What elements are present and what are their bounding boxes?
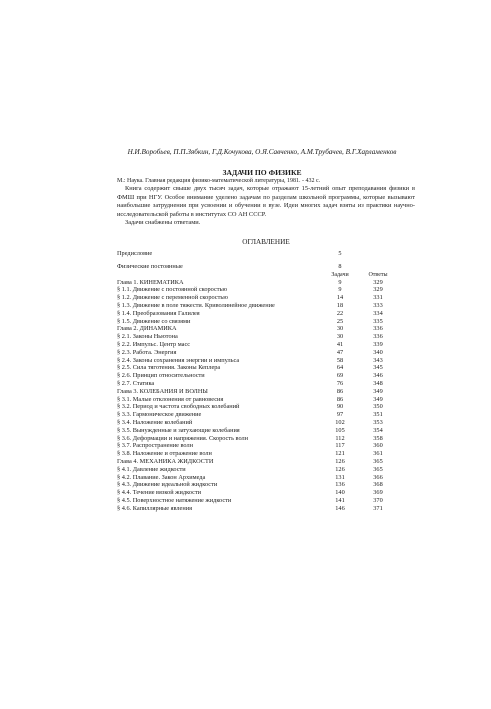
toc-section-row — [117, 372, 417, 380]
toc-entry-answer-page: 335 — [373, 317, 383, 325]
toc-entry-page: 126 — [335, 457, 345, 465]
publisher-line: М.: Наука. Главная редакция физико-математической литературы, 1981. - 432 с. — [117, 178, 321, 184]
toc-entry-label: § 1.3. Движение в поле тяжести. Криволинейное движение — [117, 301, 275, 309]
toc-front-row — [117, 250, 417, 258]
toc-section-row — [117, 333, 417, 341]
toc-entry-answer-page: 340 — [373, 348, 383, 356]
toc-section-row — [117, 497, 417, 505]
toc-entry-page: 140 — [335, 489, 345, 497]
toc-entry-answer-page: 350 — [373, 403, 383, 411]
toc-entry-label: Физические постоянные — [117, 262, 183, 270]
toc-entry-answer-page: 351 — [373, 411, 383, 419]
toc-entry-label: § 1.5. Движение со связями — [117, 317, 191, 325]
toc-entry-page: 97 — [336, 411, 344, 419]
toc-chapter-row — [117, 388, 417, 396]
toc-entry-page: 9 — [338, 286, 342, 294]
toc-col-problems: Задачи — [331, 271, 349, 278]
toc-entry-answer-page: 329 — [373, 278, 383, 286]
toc-chapter-row — [117, 458, 417, 466]
toc-section-row — [117, 450, 417, 458]
toc-section-row — [117, 481, 417, 489]
toc-entry-label: Глава 1. КИНЕМАТИКА — [117, 278, 184, 286]
authors-line: Н.И.Воробьев, П.П.Зябкин, Г.Д.Кочукова, О.Я.Савченко, А.М.Трубачев, В.Г.Харламенков — [127, 148, 397, 156]
toc-entry-page: 117 — [335, 442, 345, 450]
toc-entry-page: 30 — [336, 333, 344, 341]
toc-section-row — [117, 364, 417, 372]
toc-entry-label: Глава 3. КОЛЕБАНИЯ И ВОЛНЫ — [117, 387, 208, 395]
toc-entry-answer-page: 366 — [373, 473, 383, 481]
toc-entry-page: 146 — [335, 504, 345, 512]
toc-entry-label: § 2.6. Принцип относительности — [117, 372, 205, 380]
toc-entry-page: 18 — [336, 301, 344, 309]
toc-entry-label: § 4.4. Течение вязкой жидкости — [117, 489, 202, 497]
toc-entry-answer-page: 339 — [373, 340, 383, 348]
toc-entry-page: 58 — [336, 356, 344, 364]
toc-entry-page: 126 — [335, 465, 345, 473]
toc-entries — [117, 279, 417, 513]
toc-section-row — [117, 505, 417, 513]
toc-entry-page: 112 — [335, 434, 345, 442]
toc-section-row — [117, 286, 417, 294]
toc-section-row — [117, 435, 417, 443]
toc-entry-label: § 4.1. Давление жидкости — [117, 465, 186, 473]
toc-section-row — [117, 419, 417, 427]
abstract — [117, 185, 415, 228]
toc-entry-page: 121 — [335, 450, 345, 458]
toc-entry-label: § 1.2. Движение с переменной скоростью — [117, 294, 228, 302]
toc-entry-label: § 2.1. Законы Ньютона — [117, 333, 178, 341]
toc-entry-page: 90 — [336, 403, 344, 411]
toc-entry-page: 102 — [335, 418, 345, 426]
toc-section-row — [117, 380, 417, 388]
toc-entry-answer-page: 349 — [373, 395, 383, 403]
toc-entry-label: Глава 2. ДИНАМИКА — [117, 325, 177, 333]
toc-entry-page: 86 — [336, 387, 344, 395]
toc-section-row — [117, 357, 417, 365]
toc-entry-answer-page: 365 — [373, 457, 383, 465]
toc-entry-label: § 3.2. Период и частота свободных колебаний — [117, 403, 240, 411]
toc-entry-page: 131 — [335, 473, 345, 481]
book-title: ЗАДАЧИ ПО ФИЗИКЕ — [222, 168, 302, 177]
toc-entry-page: 76 — [336, 379, 344, 387]
toc-section-row — [117, 349, 417, 357]
toc-section-row — [117, 341, 417, 349]
toc-entry-page: 14 — [336, 294, 344, 302]
toc-entry-label: § 3.1. Малые отклонения от равновесия — [117, 395, 224, 403]
toc-entry-label: § 3.8. Наложение и отражение волн — [117, 450, 212, 458]
toc-section-row — [117, 310, 417, 318]
abstract-paragraph: Книга содержит свыше двух тысяч задач, которые отражают 15-летний опыт преподавания физики в ФМШ при НГУ. Особое внимание уделено задачам по разделам школьной программы, которые вызывают наибольшие затруднения при усвоении и обучении в вузе. Идеи многих задач взяты из практики научно-исследовательской работы в институтах СО АН СССР. — [117, 185, 415, 218]
toc-entry-label: § 2.5. Сила тяготения. Законы Кеплера — [117, 364, 221, 372]
toc-entry-answer-page: 348 — [373, 379, 383, 387]
toc-entry-answer-page: 370 — [373, 496, 383, 504]
toc-entry-page: 41 — [336, 340, 344, 348]
toc-entry-answer-page: 336 — [373, 325, 383, 333]
toc-entry-label: § 3.5. Вынужденные и затухающие колебания — [117, 426, 240, 434]
toc-entry-answer-page: 358 — [373, 434, 383, 442]
toc-entry-answer-page: 360 — [373, 442, 383, 450]
toc-entry-answer-page: 343 — [373, 356, 383, 364]
toc-entry-answer-page: 346 — [373, 372, 383, 380]
toc-section-row — [117, 427, 417, 435]
toc-entry-answer-page: 334 — [373, 309, 383, 317]
toc-entry-answer-page: 331 — [373, 294, 383, 302]
toc-entry-answer-page: 329 — [373, 286, 383, 294]
toc-entry-label: § 2.4. Законы сохранения энергии и импульса — [117, 356, 240, 364]
toc-entry-page: 86 — [336, 395, 344, 403]
toc-entry-answer-page: 371 — [373, 504, 383, 512]
toc-entry-answer-page: 345 — [373, 364, 383, 372]
toc-col-answers: Ответы — [368, 271, 388, 278]
toc-entry-answer-page: 365 — [373, 465, 383, 473]
toc-entry-page: 9 — [338, 278, 342, 286]
toc-entry-label: § 2.7. Статика — [117, 379, 155, 387]
toc-entry-page: 105 — [335, 426, 345, 434]
toc-entry-label: § 4.2. Плавание. Закон Архимеда — [117, 473, 206, 481]
toc-entry-answer-page: 353 — [373, 418, 383, 426]
toc-section-row — [117, 489, 417, 497]
toc-title: ОГЛАВЛЕНИЕ — [242, 238, 290, 246]
toc-entry-answer-page: 368 — [373, 481, 383, 489]
toc-section-row — [117, 318, 417, 326]
toc-entry-answer-page: 361 — [373, 450, 383, 458]
toc-entry-label: § 3.3. Гармоническое движение — [117, 411, 202, 419]
toc-section-row — [117, 411, 417, 419]
toc-entry-page: 64 — [336, 364, 344, 372]
toc-entry-label: § 4.5. Поверхностное натяжение жидкости — [117, 496, 232, 504]
toc-entry-label: Предисловие — [117, 250, 153, 257]
toc-entry-page: 22 — [336, 309, 344, 317]
toc-entry-label: § 1.4. Преобразования Галилея — [117, 309, 200, 317]
toc-entry-page: 25 — [336, 317, 344, 325]
toc-section-row — [117, 403, 417, 411]
toc-entry-page: 69 — [336, 372, 344, 380]
toc-section-row — [117, 302, 417, 310]
toc-entry-label: § 1.1. Движение с постоянной скоростью — [117, 286, 228, 294]
toc-chapter-row — [117, 325, 417, 333]
toc-entry-page: 141 — [335, 496, 345, 504]
toc-entry-answer-page: 349 — [373, 387, 383, 395]
toc-entry-page: 30 — [336, 325, 344, 333]
toc-entry-answer-page: 369 — [373, 489, 383, 497]
toc-front-matter — [117, 250, 417, 271]
toc-entry-label: § 3.4. Наложение колебаний — [117, 418, 193, 426]
toc-entry-label: § 3.6. Деформации и напряжения. Скорость волн — [117, 434, 249, 442]
toc-entry-label: § 3.7. Распространение волн — [117, 442, 194, 450]
toc-entry-page: 136 — [335, 481, 345, 489]
toc-section-row — [117, 466, 417, 474]
table-of-contents — [117, 250, 417, 513]
toc-column-header — [117, 271, 417, 279]
toc-entry-answer-page: 336 — [373, 333, 383, 341]
toc-section-row — [117, 294, 417, 302]
toc-entry-page: 8 — [338, 262, 342, 270]
toc-chapter-row — [117, 279, 417, 287]
toc-entry-label: § 2.3. Работа. Энергия — [117, 348, 177, 356]
toc-entry-answer-page: 333 — [373, 301, 383, 309]
toc-entry-page: 47 — [336, 348, 344, 356]
toc-front-row — [117, 263, 417, 271]
toc-entry-page: 5 — [338, 250, 342, 257]
abstract-paragraph: Задачи снабжены ответами. — [125, 219, 201, 227]
toc-entry-answer-page: 354 — [373, 426, 383, 434]
toc-entry-label: Глава 4. МЕХАНИКА ЖИДКОСТИ — [117, 457, 214, 465]
toc-entry-label: § 4.6. Капиллярные явления — [117, 504, 192, 512]
toc-entry-label: § 4.3. Движение идеальной жидкости — [117, 481, 218, 489]
toc-section-row — [117, 474, 417, 482]
toc-section-row — [117, 396, 417, 404]
toc-section-row — [117, 442, 417, 450]
toc-entry-label: § 2.2. Импульс. Центр масс — [117, 340, 191, 348]
